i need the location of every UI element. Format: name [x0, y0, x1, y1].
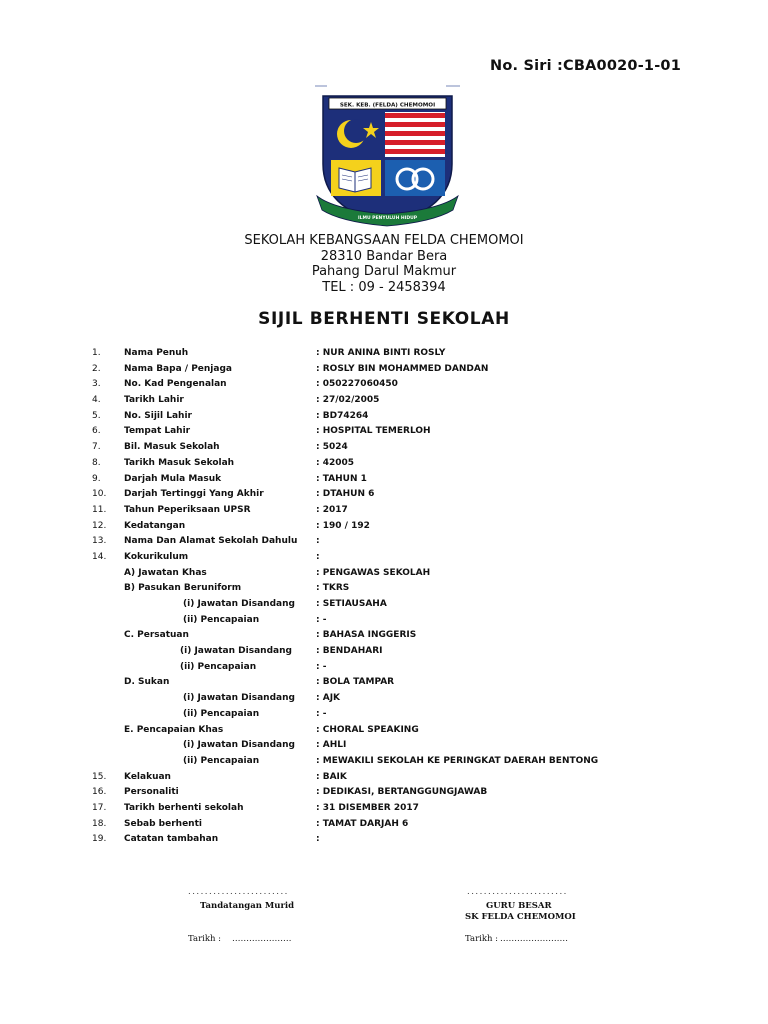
certificate-fields: [0, 346, 768, 848]
field-number: 5.: [92, 410, 101, 421]
field-label: Catatan tambahan: [124, 834, 219, 845]
field-row: [0, 675, 768, 691]
field-number: 6.: [92, 426, 101, 437]
field-row: [0, 691, 768, 707]
field-row: [0, 801, 768, 817]
field-label: D. Sukan: [124, 677, 170, 688]
field-value: : CHORAL SPEAKING: [316, 724, 419, 735]
field-value: : BAIK: [316, 771, 347, 782]
field-row: [0, 754, 768, 770]
field-value: : MEWAKILI SEKOLAH KE PERINGKAT DAERAH BENTONG: [316, 755, 599, 766]
field-row: [0, 723, 768, 739]
field-value: : TAHUN 1: [316, 473, 367, 484]
field-label: Tarikh Masuk Sekolah: [124, 457, 235, 468]
field-label: Darjah Tertinggi Yang Akhir: [124, 489, 264, 500]
field-value: : PENGAWAS SEKOLAH: [316, 567, 431, 578]
field-label: (ii) Pencapaian: [180, 661, 257, 672]
student-signature-line: ........................: [188, 887, 289, 897]
field-row: [0, 707, 768, 723]
field-row: [0, 628, 768, 644]
field-label: Kelakuan: [124, 771, 171, 782]
field-label: Kedatangan: [124, 520, 186, 531]
field-number: 16.: [92, 787, 107, 798]
field-value: :: [316, 551, 320, 562]
field-row: [0, 409, 768, 425]
field-value: : BENDAHARI: [316, 646, 383, 657]
field-row: [0, 581, 768, 597]
field-number: 4.: [92, 395, 101, 406]
serial-number: No. Siri :CBA0020-1-01: [490, 58, 682, 74]
field-label: Tarikh berhenti sekolah: [124, 802, 244, 813]
field-row: [0, 393, 768, 409]
field-row: [0, 644, 768, 660]
field-number: 3.: [92, 379, 101, 390]
field-value: :: [316, 834, 320, 845]
field-value: : 31 DISEMBER 2017: [316, 802, 419, 813]
headmaster-title: GURU BESAR: [486, 901, 552, 911]
school-crest: [315, 84, 460, 232]
field-label: (i) Jawatan Disandang: [183, 693, 295, 704]
field-number: 11.: [92, 504, 107, 515]
field-number: 1.: [92, 348, 101, 358]
field-row: [0, 487, 768, 503]
field-label: (ii) Pencapaian: [183, 614, 260, 625]
field-label: A) Jawatan Khas: [124, 567, 207, 578]
field-row: [0, 785, 768, 801]
field-label: Tahun Peperiksaan UPSR: [124, 504, 251, 515]
field-value: : BOLA TAMPAR: [316, 677, 395, 688]
field-number: 8.: [92, 457, 101, 468]
field-label: Tempat Lahir: [124, 426, 191, 437]
field-value: : NUR ANINA BINTI ROSLY: [316, 348, 446, 358]
field-label: Nama Bapa / Penjaga: [124, 363, 232, 374]
field-value: : BAHASA INGGERIS: [316, 630, 417, 641]
field-row: [0, 346, 768, 362]
field-value: : -: [316, 661, 327, 672]
field-label: No. Kad Pengenalan: [124, 379, 227, 390]
field-value: : -: [316, 708, 327, 719]
field-label: Nama Dan Alamat Sekolah Dahulu: [124, 536, 298, 547]
field-row: [0, 534, 768, 550]
headmaster-signature-line: ........................: [467, 887, 568, 897]
field-row: [0, 519, 768, 535]
field-value: : 2017: [316, 504, 348, 515]
field-label: Darjah Mula Masuk: [124, 473, 222, 484]
field-label: (ii) Pencapaian: [183, 755, 260, 766]
headmaster-date-line: ……………………: [500, 934, 568, 944]
field-row: [0, 424, 768, 440]
field-value: : AHLI: [316, 740, 347, 751]
field-label: (ii) Pencapaian: [183, 708, 260, 719]
field-row: [0, 817, 768, 833]
field-value: :: [316, 536, 320, 547]
field-value: : BD74264: [316, 410, 369, 421]
svg-text:ILMU PENYULUH HIDUP: ILMU PENYULUH HIDUP: [357, 216, 418, 221]
field-label: (i) Jawatan Disandang: [183, 740, 295, 751]
field-value: : HOSPITAL TEMERLOH: [316, 426, 431, 437]
student-date-label: Tarikh :: [188, 934, 222, 944]
field-label: Tarikh Lahir: [124, 395, 184, 406]
school-address-line-2: Pahang Darul Makmur: [311, 264, 457, 279]
field-value: : 5024: [316, 442, 348, 453]
field-value: : 27/02/2005: [316, 395, 380, 406]
field-label: (i) Jawatan Disandang: [183, 599, 295, 609]
headmaster-date-label: Tarikh :: [465, 934, 499, 944]
field-label: Bil. Masuk Sekolah: [124, 442, 220, 453]
field-number: 15.: [92, 771, 107, 782]
field-number: 12.: [92, 520, 107, 531]
field-row: [0, 362, 768, 378]
field-label: C. Persatuan: [124, 630, 189, 641]
field-number: 2.: [92, 363, 101, 374]
field-label: Personaliti: [124, 787, 179, 798]
school-address-line-1: 28310 Bandar Bera: [320, 248, 448, 264]
field-value: : DEDIKASI, BERTANGGUNGJAWAB: [316, 787, 488, 798]
field-value: : DTAHUN 6: [316, 489, 375, 500]
field-value: : 050227060450: [316, 379, 398, 390]
field-value: : 42005: [316, 457, 355, 468]
field-label: Kokurikulum: [124, 551, 189, 562]
field-label: Nama Penuh: [124, 348, 189, 358]
field-value: : 190 / 192: [316, 520, 370, 531]
field-value: : ROSLY BIN MOHAMMED DANDAN: [316, 363, 489, 374]
field-row: [0, 440, 768, 456]
school-header: [0, 233, 768, 295]
student-signature-label: Tandatangan Murid: [200, 901, 295, 911]
student-date-line: …………………: [232, 934, 292, 944]
field-number: 7.: [92, 442, 101, 453]
field-row: [0, 472, 768, 488]
field-row: [0, 660, 768, 676]
school-name: SEKOLAH KEBANGSAAN FELDA CHEMOMOI: [244, 233, 524, 248]
field-number: 9.: [92, 473, 101, 484]
field-value: : -: [316, 614, 327, 625]
field-number: 19.: [92, 834, 107, 845]
field-label: E. Pencapaian Khas: [124, 724, 224, 735]
field-row: [0, 503, 768, 519]
field-label: No. Sijil Lahir: [124, 410, 192, 421]
field-row: [0, 770, 768, 786]
field-value: : SETIAUSAHA: [316, 599, 387, 609]
field-number: 10.: [92, 489, 107, 500]
field-row: [0, 550, 768, 566]
field-row: [0, 597, 768, 613]
field-value: : TKRS: [316, 583, 350, 594]
field-number: 13.: [92, 536, 107, 547]
field-row: [0, 456, 768, 472]
headmaster-school: SK FELDA CHEMOMOI: [465, 912, 576, 922]
field-label: Sebab berhenti: [124, 818, 202, 829]
school-telephone: TEL : 09 - 2458394: [322, 279, 446, 295]
field-row: [0, 738, 768, 754]
field-number: 17.: [92, 802, 107, 813]
field-number: 18.: [92, 818, 107, 829]
field-row: [0, 566, 768, 582]
field-number: 14.: [92, 551, 107, 562]
field-value: : AJK: [316, 693, 341, 704]
svg-text:SEK. KEB. (FELDA) CHEMOMOI: SEK. KEB. (FELDA) CHEMOMOI: [339, 102, 436, 109]
document-title: SIJIL BERHENTI SEKOLAH: [258, 309, 510, 329]
field-label: (i) Jawatan Disandang: [180, 646, 292, 657]
field-row: [0, 377, 768, 393]
field-label: B) Pasukan Beruniform: [124, 583, 242, 594]
field-row: [0, 613, 768, 629]
field-value: : TAMAT DARJAH 6: [316, 818, 409, 829]
field-row: [0, 832, 768, 848]
